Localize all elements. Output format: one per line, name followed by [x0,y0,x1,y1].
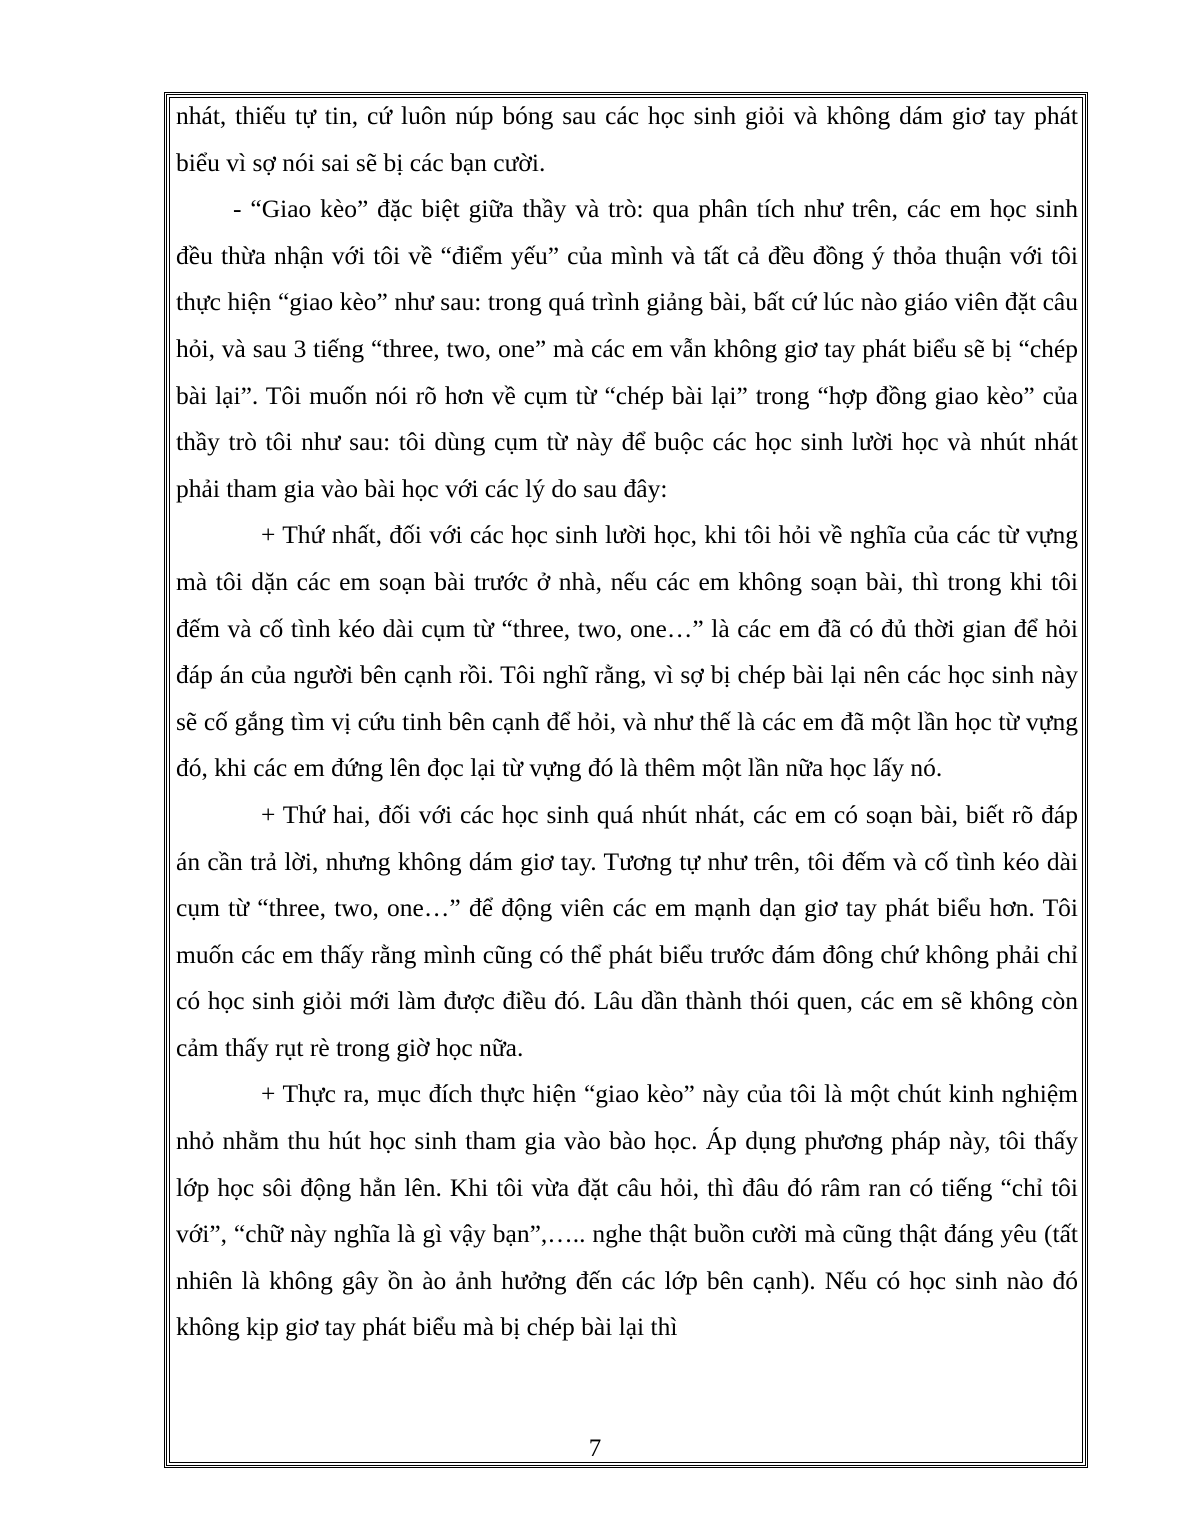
paragraph-thu-hai: + Thứ hai, đối với các học sinh quá nhút nhát, các em có soạn bài, biết rõ đáp án cần trả lời, nhưng không dám giơ tay. Tương tự như trên, tôi đếm và cố tình kéo dài cụm từ “three, two, one…” để động viên các em mạnh dạn giơ tay phát biểu hơn. Tôi muốn các em thấy rằng mình cũng có thể phát biểu trước đám đông chứ không phải chỉ có học sinh giỏi mới làm được điều đó. Lâu dần thành thói quen, các em sẽ không còn cảm thấy rụt rè trong giờ học nữa. [176,799,1078,1062]
paragraph-thuc-ra: + Thực ra, mục đích thực hiện “giao kèo” này của tôi là một chút kinh nghiệm nhỏ nhằm thu hút học sinh tham gia vào bào học. Áp dụng phương pháp này, tôi thấy lớp học sôi động hẳn lên. Khi tôi vừa đặt câu hỏi, thì đâu đó râm ran có tiếng “chỉ tôi với”, “chữ này nghĩa là gì vậy bạn”,….. nghe thật buồn cười mà cũng thật đáng yêu (tất nhiên là không gây ồn ào ảnh hưởng đến các lớp bên cạnh). Nếu có học sinh nào đó không kịp giơ tay phát biểu mà bị chép bài lại thì [176,1079,1078,1342]
paragraph-giao-keo: - “Giao kèo” đặc biệt giữa thầy và trò: qua phân tích như trên, các em học sinh đều thừa nhận với tôi về “điểm yếu” của mình và tất cả đều đồng ý thỏa thuận với tôi thực hiện “giao kèo” như sau: trong quá trình giảng bài, bất cứ lúc nào giáo viên đặt câu hỏi, và sau 3 tiếng “three, two, one” mà các em vẫn không giơ tay phát biểu sẽ bị “chép bài lại”. Tôi muốn nói rõ hơn về cụm từ “chép bài lại” trong “hợp đồng giao kèo” của thầy trò tôi như sau: tôi dùng cụm từ này để buộc các học sinh lười học và nhút nhát phải tham gia vào bài học với các lý do sau đây: [176,194,1078,503]
document-body [176,93,1078,1351]
paragraph-continuation: nhát, thiếu tự tin, cứ luôn núp bóng sau các học sinh giỏi và không dám giơ tay phát biểu vì sợ nói sai sẽ bị các bạn cười. [176,101,1078,177]
page-number: 7 [588,1435,602,1462]
paragraph-thu-nhat: + Thứ nhất, đối với các học sinh lười học, khi tôi hỏi về nghĩa của các từ vựng mà tôi dặn các em soạn bài trước ở nhà, nếu các em không soạn bài, thì trong khi tôi đếm và cố tình kéo dài cụm từ “three, two, one…” là các em đã có đủ thời gian để hỏi đáp án của người bên cạnh rồi. Tôi nghĩ rằng, vì sợ bị chép bài lại nên các học sinh này sẽ cố gắng tìm vị cứu tinh bên cạnh để hỏi, và như thế là các em đã một lần học từ vựng đó, khi các em đứng lên đọc lại từ vựng đó là thêm một lần nữa học lấy nó. [176,520,1078,783]
